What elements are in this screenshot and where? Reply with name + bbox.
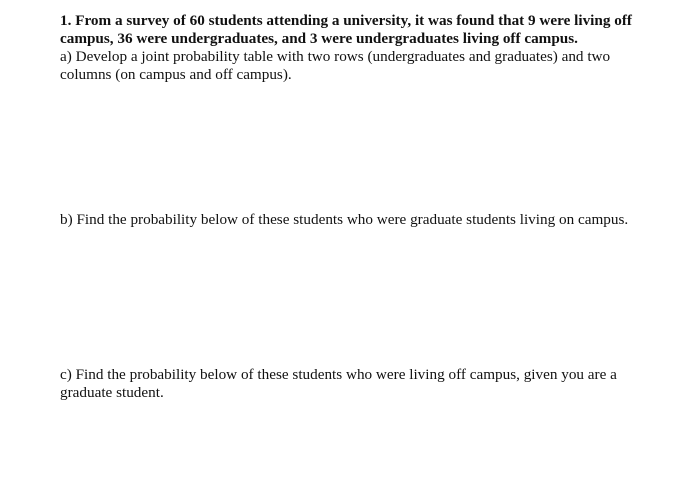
question-intro (60, 12, 660, 48)
part-a-line: a) Develop a joint probability table with two rows (undergraduates and graduates) and two (60, 48, 611, 65)
question-intro-line: campus, 36 were undergraduates, and 3 were undergraduates living off campus. (60, 30, 578, 47)
part-b (60, 211, 660, 229)
part-c-line: c) Find the probability below of these students who were living off campus, given you are a (60, 366, 617, 383)
part-c-line: graduate student. (60, 384, 164, 401)
part-b-line: b) Find the probability below of these students who were graduate students living on campus. (60, 211, 629, 228)
part-c (60, 366, 660, 402)
part-a-line: columns (on campus and off campus). (60, 66, 292, 83)
part-a (60, 48, 660, 84)
question-intro-line: 1. From a survey of 60 students attending a university, it was found that 9 were living off (60, 12, 632, 29)
